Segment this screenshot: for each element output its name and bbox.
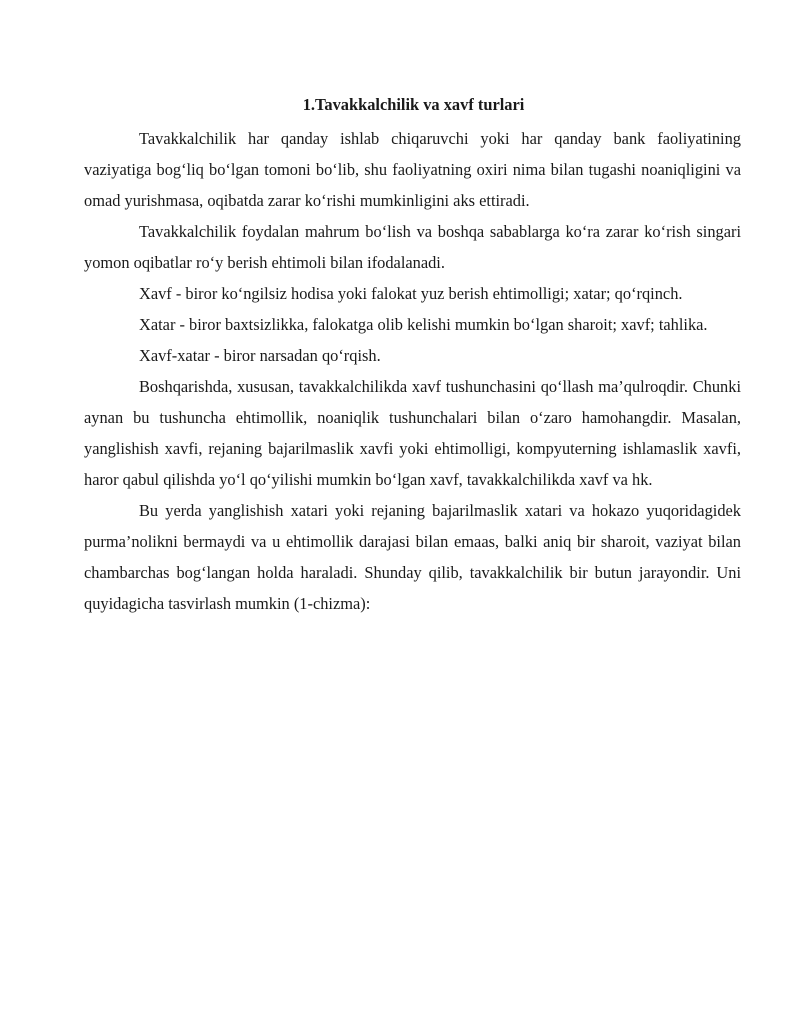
paragraph-xavf-xatar-definition: Xavf-xatar - biror narsadan qo‘rqish.: [139, 346, 381, 365]
paragraph-risk-consequences: Tavakkalchilik foydalan mahrum bo‘lish va boshqa sabablarga ko‘ra zarar ko‘rish singari yomon oqibatlar ro‘y berish ehtimoli bilan ifodalanadi.: [84, 222, 741, 272]
document-page: [84, 93, 741, 619]
paragraph-xavf-definition: Xavf - biror ko‘ngilsiz hodisa yoki falokat yuz berish ehtimolligi; xatar; qo‘rqinch.: [139, 284, 683, 303]
paragraph-xatar-definition: Xatar - biror baxtsizlikka, falokatga olib kelishi mumkin bo‘lgan sharoit; xavf; tahlika.: [139, 315, 708, 334]
paragraph-process-description: Bu yerda yanglishish xatari yoki rejaning bajarilmaslik xatari va hokazo yuqoridagidek purma’nolikni bermaydi va u ehtimollik darajasi bilan emaas, balki aniq bir sharoit, vaziyat bilan chambarchas bog‘langan holda haraladi. Shunday qilib, tavakkalchilik bir butun jarayondir. Uni quyidagicha tasvirlash mumkin (1-chizma):: [84, 501, 741, 613]
paragraph-management-usage: Boshqarishda, xususan, tavakkalchilikda xavf tushunchasini qo‘llash ma’qulroqdir. Chunki aynan bu tushuncha ehtimollik, noaniqlik tushunchalari bilan o‘zaro hamohangdir. Masalan, yanglishish xavfi, rejaning bajarilmaslik xavfi yoki ehtimolligi, kompyuterning ishlamaslik xavfi, haror qabul qilishda yo‘l qo‘yilishi mumkin bo‘lgan xavf, tavakkalchilikda xavf va hk.: [84, 377, 741, 489]
paragraph-risk-definition: Tavakkalchilik har qanday ishlab chiqaruvchi yoki har qanday bank faoliyatining vaziyatiga bog‘liq bo‘lgan tomoni bo‘lib, shu faoliyatning oxiri nima bilan tugashi noaniqligini va omad yurishmasa, oqibatda zarar ko‘rishi mumkinligini aks ettiradi.: [84, 129, 741, 210]
section-title: 1.Tavakkalchilik va xavf turlari: [302, 95, 525, 114]
